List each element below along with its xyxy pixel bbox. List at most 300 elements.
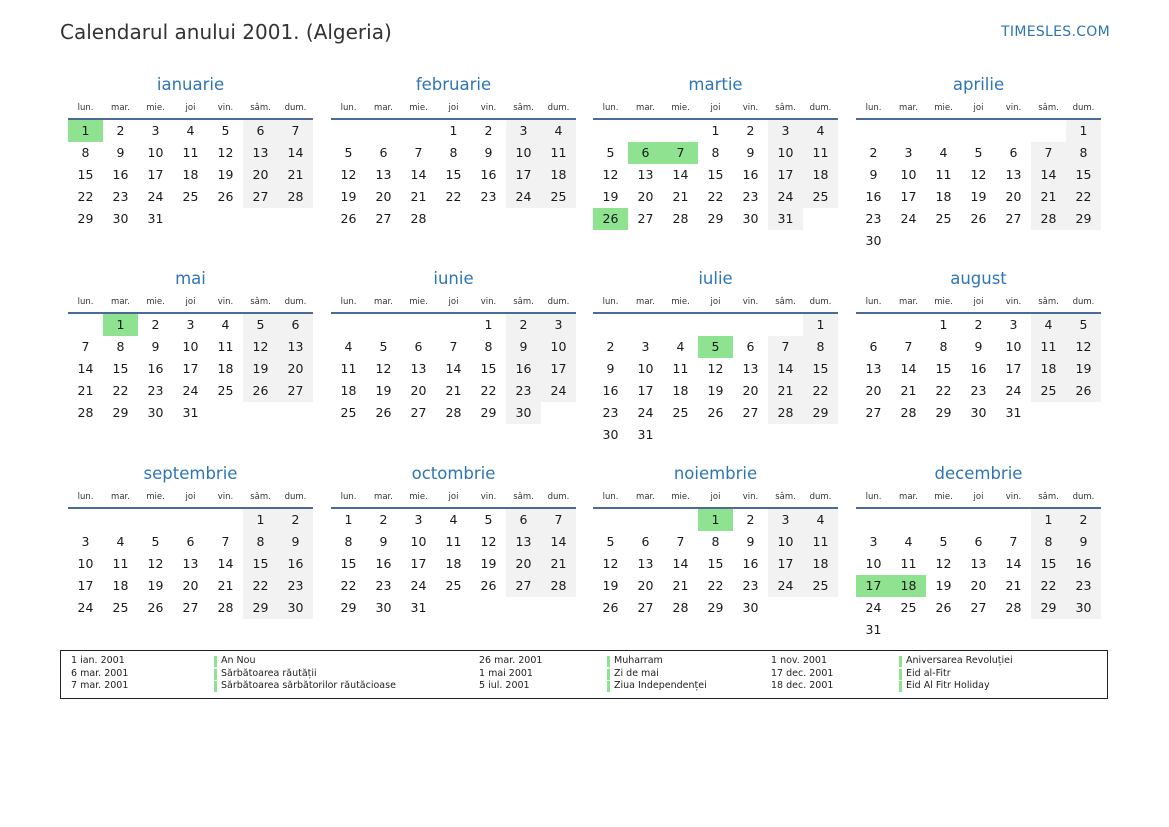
day-cell: 18 — [445, 556, 462, 571]
day-cell: 16 — [375, 556, 392, 571]
weekday-label: lun. — [340, 492, 357, 502]
day-cell: 5 — [344, 145, 353, 160]
week-row — [593, 358, 838, 380]
holiday-marker — [607, 681, 610, 692]
week-row — [593, 314, 838, 336]
week-row — [331, 509, 576, 531]
day-cell: 15 — [935, 361, 952, 376]
day-cell: 4 — [449, 512, 458, 527]
empty-day-cell — [68, 314, 103, 336]
day-cell: 11 — [217, 339, 234, 354]
empty-day-cell — [506, 208, 541, 230]
weekday-label: sâm. — [250, 103, 271, 113]
holiday-day-cell: 6 — [628, 142, 663, 164]
week-row — [331, 358, 576, 380]
day-cell: 16 — [602, 383, 619, 398]
empty-day-cell — [996, 619, 1031, 641]
day-cell: 14 — [768, 358, 803, 380]
day-cell: 20 — [410, 383, 427, 398]
empty-day-cell — [768, 597, 803, 619]
weekday-header — [68, 292, 313, 312]
day-cell: 17 — [410, 556, 427, 571]
empty-day-cell — [593, 120, 628, 142]
month-name: septembrie — [143, 464, 238, 483]
empty-day-cell — [663, 424, 698, 446]
day-cell: 7 — [81, 339, 90, 354]
day-cell: 20 — [375, 189, 392, 204]
day-cell: 7 — [221, 534, 230, 549]
day-cell: 4 — [803, 120, 838, 142]
day-cell: 29 — [707, 600, 724, 615]
holiday-name: Eid Al Fitr Holiday — [906, 680, 990, 691]
day-cell: 23 — [112, 189, 129, 204]
week-row — [331, 380, 576, 402]
day-cell: 2 — [484, 123, 493, 138]
day-cell: 1 — [1031, 509, 1066, 531]
empty-day-cell — [856, 509, 891, 531]
page-title: Calendarul anului 2001. (Algeria) — [60, 20, 392, 44]
week-row — [856, 380, 1101, 402]
day-cell: 9 — [506, 336, 541, 358]
weekday-label: sâm. — [513, 492, 534, 502]
day-cell: 15 — [480, 361, 497, 376]
month-august — [856, 268, 1101, 424]
day-cell: 27 — [865, 405, 882, 420]
day-cell: 13 — [506, 531, 541, 553]
day-cell: 17 — [768, 164, 803, 186]
day-cell: 20 — [970, 578, 987, 593]
day-cell: 30 — [602, 427, 619, 442]
week-row — [856, 186, 1101, 208]
day-cell: 14 — [410, 167, 427, 182]
empty-day-cell — [593, 314, 628, 336]
day-cell: 11 — [541, 142, 576, 164]
empty-day-cell — [68, 509, 103, 531]
day-cell: 26 — [602, 600, 619, 615]
day-cell: 17 — [147, 167, 164, 182]
day-cell: 28 — [541, 575, 576, 597]
day-cell: 24 — [768, 575, 803, 597]
week-row — [68, 553, 313, 575]
weekday-label: sâm. — [775, 492, 796, 502]
day-cell: 27 — [410, 405, 427, 420]
holiday-name: Ziua Independenței — [614, 680, 707, 691]
day-cell: 23 — [742, 578, 759, 593]
day-cell: 6 — [506, 509, 541, 531]
empty-day-cell — [663, 314, 698, 336]
day-cell: 14 — [672, 556, 689, 571]
empty-day-cell — [803, 208, 838, 230]
day-cell: 12 — [375, 361, 392, 376]
day-cell: 25 — [900, 600, 917, 615]
weekday-label: mar. — [111, 492, 130, 502]
day-cell: 20 — [243, 164, 278, 186]
day-cell: 10 — [541, 336, 576, 358]
empty-day-cell — [1031, 120, 1066, 142]
month-octombrie — [331, 463, 576, 619]
day-cell: 12 — [147, 556, 164, 571]
day-cell: 15 — [707, 556, 724, 571]
holiday-name: Zi de mai — [614, 667, 659, 679]
day-cell: 4 — [1031, 314, 1066, 336]
site-link[interactable]: TIMESLES.COM — [1001, 24, 1110, 40]
day-cell: 31 — [147, 211, 164, 226]
day-cell: 24 — [410, 578, 427, 593]
empty-day-cell — [331, 314, 366, 336]
weekday-label: dum. — [809, 297, 832, 307]
day-cell: 18 — [340, 383, 357, 398]
day-cell: 16 — [1066, 553, 1101, 575]
day-cell: 17 — [541, 358, 576, 380]
day-cell: 7 — [1031, 142, 1066, 164]
day-cell: 21 — [541, 553, 576, 575]
day-cell: 31 — [865, 622, 882, 637]
empty-day-cell — [961, 619, 996, 641]
day-cell: 30 — [742, 600, 759, 615]
day-cell: 23 — [375, 578, 392, 593]
empty-day-cell — [593, 509, 628, 531]
day-cell: 8 — [449, 145, 458, 160]
empty-day-cell — [278, 402, 313, 424]
day-cell: 2 — [116, 123, 125, 138]
empty-day-cell — [891, 120, 926, 142]
holiday-marker — [899, 681, 902, 692]
day-cell: 5 — [974, 145, 983, 160]
holiday-date: 5 iul. 2001 — [479, 680, 530, 691]
week-row — [68, 509, 313, 531]
weekday-label: mie. — [671, 492, 690, 502]
day-cell: 3 — [414, 512, 423, 527]
day-cell: 1 — [711, 123, 720, 138]
day-cell: 20 — [1005, 189, 1022, 204]
week-row — [68, 142, 313, 164]
day-cell: 22 — [340, 578, 357, 593]
empty-day-cell — [1031, 230, 1066, 252]
weekday-label: joi — [973, 103, 984, 113]
empty-day-cell — [436, 597, 471, 619]
day-cell: 25 — [672, 405, 689, 420]
day-cell: 18 — [803, 164, 838, 186]
day-cell: 2 — [746, 123, 755, 138]
week-row — [593, 208, 838, 230]
week-row — [856, 402, 1101, 424]
week-row — [593, 120, 838, 142]
week-row — [856, 575, 1101, 597]
week-row — [331, 553, 576, 575]
day-cell: 22 — [480, 383, 497, 398]
week-row — [331, 402, 576, 424]
holiday-date: 1 mai 2001 — [479, 667, 533, 679]
day-cell: 7 — [768, 336, 803, 358]
day-cell: 1 — [344, 512, 353, 527]
day-cell: 29 — [77, 211, 94, 226]
day-cell: 29 — [243, 597, 278, 619]
day-cell: 13 — [243, 142, 278, 164]
holiday-name: Muharram — [614, 655, 663, 666]
weekday-label: vin. — [217, 103, 234, 113]
month-noiembrie — [593, 463, 838, 619]
day-cell: 2 — [1066, 509, 1101, 531]
month-septembrie — [68, 463, 313, 619]
weekday-label: lun. — [865, 103, 882, 113]
day-cell: 3 — [768, 509, 803, 531]
empty-day-cell — [663, 120, 698, 142]
day-cell: 29 — [935, 405, 952, 420]
day-cell: 12 — [970, 167, 987, 182]
day-cell: 3 — [186, 317, 195, 332]
weekday-label: vin. — [480, 492, 497, 502]
day-cell: 24 — [768, 186, 803, 208]
day-cell: 11 — [900, 556, 917, 571]
day-cell: 18 — [112, 578, 129, 593]
empty-day-cell — [733, 314, 768, 336]
empty-day-cell — [628, 314, 663, 336]
holiday-day-cell: 7 — [663, 142, 698, 164]
day-cell: 19 — [147, 578, 164, 593]
day-cell: 30 — [742, 211, 759, 226]
week-row — [856, 230, 1101, 252]
day-cell: 27 — [243, 186, 278, 208]
week-row — [856, 553, 1101, 575]
day-cell: 2 — [379, 512, 388, 527]
day-cell: 19 — [480, 556, 497, 571]
day-cell: 26 — [147, 600, 164, 615]
day-cell: 21 — [77, 383, 94, 398]
weekday-label: joi — [448, 492, 459, 502]
month-name: decembrie — [934, 464, 1023, 483]
day-cell: 5 — [243, 314, 278, 336]
day-cell: 7 — [676, 534, 685, 549]
day-cell: 18 — [803, 553, 838, 575]
empty-day-cell — [926, 230, 961, 252]
holiday-name: Eid al-Fitr — [906, 667, 951, 679]
empty-day-cell — [541, 597, 576, 619]
day-cell: 19 — [340, 189, 357, 204]
day-cell: 9 — [484, 145, 493, 160]
day-cell: 3 — [81, 534, 90, 549]
day-cell: 24 — [865, 600, 882, 615]
holiday-marker — [214, 681, 217, 692]
day-cell: 12 — [480, 534, 497, 549]
weekday-label: dum. — [1072, 103, 1095, 113]
month-name: august — [950, 269, 1007, 288]
day-cell: 21 — [672, 578, 689, 593]
day-cell: 18 — [935, 189, 952, 204]
day-cell: 30 — [1066, 597, 1101, 619]
week-row — [593, 553, 838, 575]
day-cell: 2 — [974, 317, 983, 332]
day-cell: 27 — [1005, 211, 1022, 226]
day-cell: 13 — [182, 556, 199, 571]
week-row — [856, 336, 1101, 358]
week-row — [331, 120, 576, 142]
holiday-marker — [607, 656, 610, 667]
empty-day-cell — [366, 120, 401, 142]
holiday-name: An Nou — [221, 655, 256, 666]
day-cell: 20 — [506, 553, 541, 575]
day-cell: 22 — [1066, 186, 1101, 208]
day-cell: 15 — [445, 167, 462, 182]
month-name: ianuarie — [156, 75, 225, 94]
day-cell: 11 — [112, 556, 129, 571]
day-cell: 23 — [278, 575, 313, 597]
empty-day-cell — [663, 509, 698, 531]
day-cell: 7 — [278, 120, 313, 142]
day-cell: 19 — [243, 358, 278, 380]
day-cell: 22 — [77, 189, 94, 204]
month-name: iunie — [433, 269, 474, 288]
day-cell: 12 — [1066, 336, 1101, 358]
day-cell: 21 — [410, 189, 427, 204]
holiday-marker — [899, 669, 902, 680]
holiday-legend — [60, 650, 1108, 699]
week-row — [856, 358, 1101, 380]
month-mai — [68, 268, 313, 424]
day-cell: 3 — [1009, 317, 1018, 332]
month-name: februarie — [415, 75, 492, 94]
week-row — [331, 208, 576, 230]
day-cell: 20 — [278, 358, 313, 380]
day-cell: 28 — [768, 402, 803, 424]
holiday-date: 1 nov. 2001 — [771, 655, 827, 666]
week-row — [68, 575, 313, 597]
day-cell: 17 — [900, 189, 917, 204]
weekday-label: mar. — [111, 103, 130, 113]
empty-day-cell — [961, 120, 996, 142]
empty-day-cell — [628, 120, 663, 142]
day-cell: 28 — [1031, 208, 1066, 230]
day-cell: 14 — [445, 361, 462, 376]
weekday-label: mar. — [374, 492, 393, 502]
weekday-label: dum. — [547, 492, 570, 502]
day-cell: 12 — [707, 361, 724, 376]
holiday-date: 18 dec. 2001 — [771, 680, 834, 691]
empty-day-cell — [733, 424, 768, 446]
weekday-label: vin. — [480, 103, 497, 113]
day-cell: 21 — [768, 380, 803, 402]
day-cell: 13 — [865, 361, 882, 376]
weekday-label: mar. — [636, 103, 655, 113]
week-row — [331, 597, 576, 619]
day-cell: 28 — [900, 405, 917, 420]
day-cell: 11 — [445, 534, 462, 549]
day-cell: 24 — [182, 383, 199, 398]
day-cell: 22 — [707, 578, 724, 593]
day-cell: 3 — [768, 120, 803, 142]
day-cell: 30 — [278, 597, 313, 619]
weekday-label: lun. — [77, 103, 94, 113]
day-cell: 21 — [445, 383, 462, 398]
day-cell: 2 — [506, 314, 541, 336]
day-cell: 16 — [742, 167, 759, 182]
day-cell: 24 — [506, 186, 541, 208]
day-cell: 6 — [186, 534, 195, 549]
day-cell: 4 — [116, 534, 125, 549]
week-row — [593, 531, 838, 553]
weekday-label: vin. — [217, 492, 234, 502]
empty-day-cell — [1031, 402, 1066, 424]
empty-day-cell — [698, 314, 733, 336]
day-cell: 30 — [506, 402, 541, 424]
day-cell: 12 — [602, 556, 619, 571]
week-row — [856, 142, 1101, 164]
day-cell: 16 — [970, 361, 987, 376]
day-cell: 29 — [1031, 597, 1066, 619]
day-cell: 5 — [484, 512, 493, 527]
day-cell: 14 — [672, 167, 689, 182]
weekday-label: lun. — [340, 103, 357, 113]
day-cell: 15 — [77, 167, 94, 182]
day-cell: 3 — [541, 314, 576, 336]
week-row — [331, 142, 576, 164]
empty-day-cell — [436, 314, 471, 336]
day-cell: 9 — [606, 361, 615, 376]
day-cell: 29 — [340, 600, 357, 615]
weekday-label: dum. — [1072, 492, 1095, 502]
day-cell: 16 — [742, 556, 759, 571]
day-cell: 25 — [803, 186, 838, 208]
weekday-label: vin. — [742, 297, 759, 307]
weekday-label: joi — [973, 492, 984, 502]
day-cell: 8 — [711, 145, 720, 160]
day-cell: 24 — [900, 211, 917, 226]
week-row — [856, 120, 1101, 142]
day-cell: 5 — [939, 534, 948, 549]
month-decembrie — [856, 463, 1101, 641]
weekday-label: vin. — [1005, 103, 1022, 113]
weekday-label: mie. — [671, 103, 690, 113]
day-cell: 14 — [541, 531, 576, 553]
empty-day-cell — [996, 120, 1031, 142]
day-cell: 5 — [151, 534, 160, 549]
day-cell: 22 — [243, 575, 278, 597]
day-cell: 14 — [77, 361, 94, 376]
weekday-label: dum. — [284, 297, 307, 307]
empty-day-cell — [138, 509, 173, 531]
day-cell: 20 — [865, 383, 882, 398]
weekday-label: mie. — [934, 492, 953, 502]
day-cell: 17 — [77, 578, 94, 593]
day-cell: 8 — [116, 339, 125, 354]
day-cell: 28 — [77, 405, 94, 420]
weekday-label: dum. — [284, 492, 307, 502]
day-cell: 10 — [900, 167, 917, 182]
weekday-label: mie. — [409, 492, 428, 502]
month-aprilie — [856, 74, 1101, 252]
holiday-marker — [607, 669, 610, 680]
empty-day-cell — [961, 509, 996, 531]
day-cell: 11 — [803, 142, 838, 164]
empty-day-cell — [541, 402, 576, 424]
day-cell: 27 — [278, 380, 313, 402]
weekday-header — [593, 98, 838, 118]
day-cell: 16 — [865, 189, 882, 204]
day-cell: 18 — [217, 361, 234, 376]
empty-day-cell — [401, 314, 436, 336]
week-row — [856, 509, 1101, 531]
empty-day-cell — [208, 402, 243, 424]
day-cell: 12 — [243, 336, 278, 358]
day-cell: 14 — [1005, 556, 1022, 571]
weekday-label: joi — [448, 103, 459, 113]
day-cell: 18 — [672, 383, 689, 398]
holiday-day-cell: 17 — [856, 575, 891, 597]
day-cell: 1 — [939, 317, 948, 332]
empty-day-cell — [1066, 619, 1101, 641]
weekday-label: lun. — [602, 297, 619, 307]
weekday-label: joi — [710, 492, 721, 502]
day-cell: 10 — [1005, 339, 1022, 354]
